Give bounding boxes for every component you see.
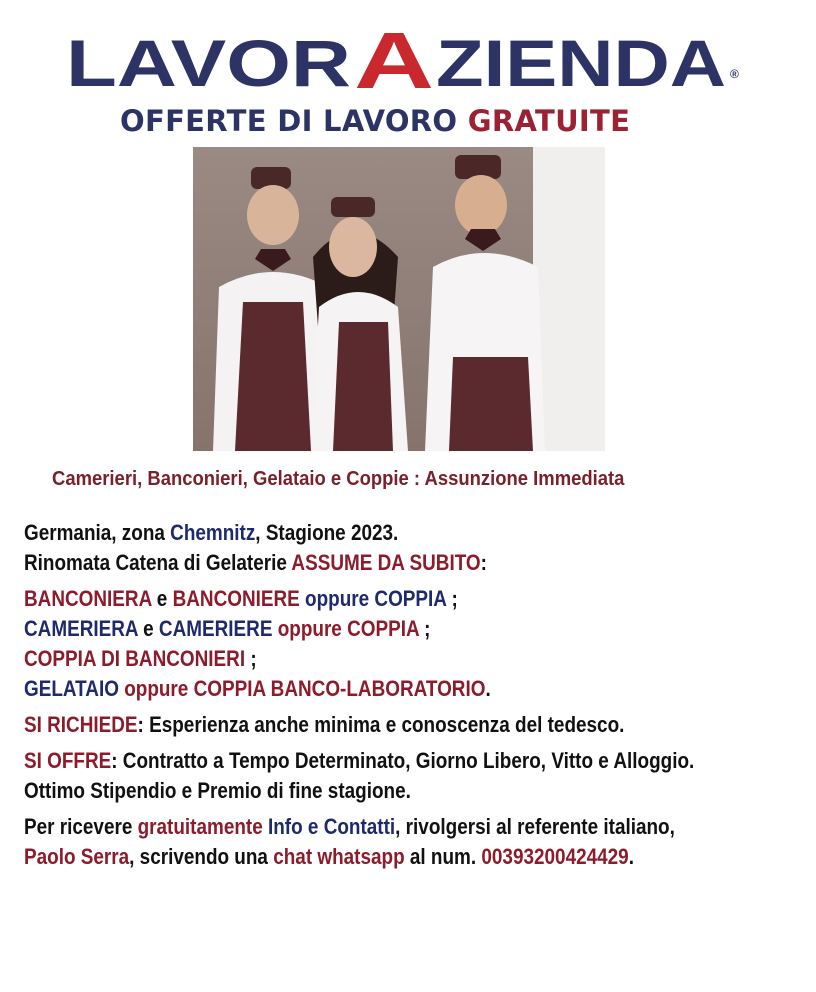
role: COPPIA BANCO-LABORATORIO [193, 676, 486, 701]
logo-text-a: A [354, 22, 434, 102]
salary-line [24, 776, 712, 806]
text-segment: oppure [118, 676, 194, 701]
free-highlight: gratuitamente [137, 814, 263, 839]
role: BANCONIERE [172, 586, 300, 611]
role: BANCONIERA [24, 586, 152, 611]
text-segment: : Contratto a Tempo Determinato, Giorno Libero, Vitto e Alloggio. [111, 748, 695, 773]
phone-number: 00393200424429 [481, 844, 629, 869]
info-highlight: Info e Contatti [267, 814, 396, 839]
text-segment: e [137, 616, 159, 641]
whatsapp-highlight: chat whatsapp [273, 844, 405, 869]
logo-text-zienda: ZIENDA [436, 26, 726, 100]
company-line [24, 548, 712, 578]
text-segment: Germania, zona [24, 520, 171, 545]
hiring-highlight: ASSUME DA SUBITO [291, 550, 481, 575]
role: GELATAIO [24, 676, 119, 701]
registered-mark: ® [730, 67, 739, 81]
text-segment: ; [446, 586, 458, 611]
position-coppia [24, 644, 712, 674]
role: CAMERIERA [24, 616, 138, 641]
text-segment: ; [245, 646, 257, 671]
contact-name: Paolo Serra [24, 844, 130, 869]
text-segment: al num. [404, 844, 482, 869]
contact-line-2 [24, 842, 712, 872]
offer-label: SI OFFRE [24, 748, 112, 773]
text-segment: oppure [272, 616, 348, 641]
text-segment: Rinomata Catena di Gelaterie [24, 550, 292, 575]
subtitle-accent: GRATUITE [467, 104, 631, 138]
role: COPPIA DI BANCONIERI [24, 646, 246, 671]
text-segment: oppure [299, 586, 375, 611]
subtitle-main: OFFERTE DI LAVORO [120, 104, 468, 138]
position-gelataio [24, 674, 712, 704]
staff-illustration [193, 147, 605, 451]
text-segment: . [485, 676, 491, 701]
position-banconiera [24, 584, 712, 614]
role: COPPIA [374, 586, 447, 611]
lavorazienda-logo [66, 22, 756, 102]
text-segment: Per ricevere [24, 814, 138, 839]
job-caption: Camerieri, Banconieri, Gelataio e Coppie : Assunzione Immediata [52, 467, 625, 490]
role: CAMERIERE [158, 616, 273, 641]
text-segment: : [480, 550, 487, 575]
text-segment: , Stagione 2023. [255, 520, 399, 545]
position-cameriera [24, 614, 712, 644]
text-segment: e [151, 586, 173, 611]
text-segment: , scrivendo una [129, 844, 274, 869]
text-segment: : Esperienza anche minima e conoscenza del tedesco. [137, 712, 625, 737]
text-segment: Ottimo Stipendio e Premio di fine stagione. [24, 778, 411, 803]
location-line [24, 518, 712, 548]
contact-line-1 [24, 812, 712, 842]
requirements-label: SI RICHIEDE [24, 712, 138, 737]
text-segment: ; [418, 616, 431, 641]
role: COPPIA [347, 616, 419, 641]
text-segment: , rivolgersi al referente italiano, [395, 814, 675, 839]
text-segment: . [628, 844, 634, 869]
subtitle [120, 104, 680, 138]
city-name: Chemnitz [170, 520, 256, 545]
job-description [24, 518, 712, 872]
offer-line [24, 746, 712, 776]
logo-text-lavor: LAVOR [66, 26, 351, 100]
requirements-line [24, 710, 712, 740]
staff-photo [193, 147, 605, 451]
